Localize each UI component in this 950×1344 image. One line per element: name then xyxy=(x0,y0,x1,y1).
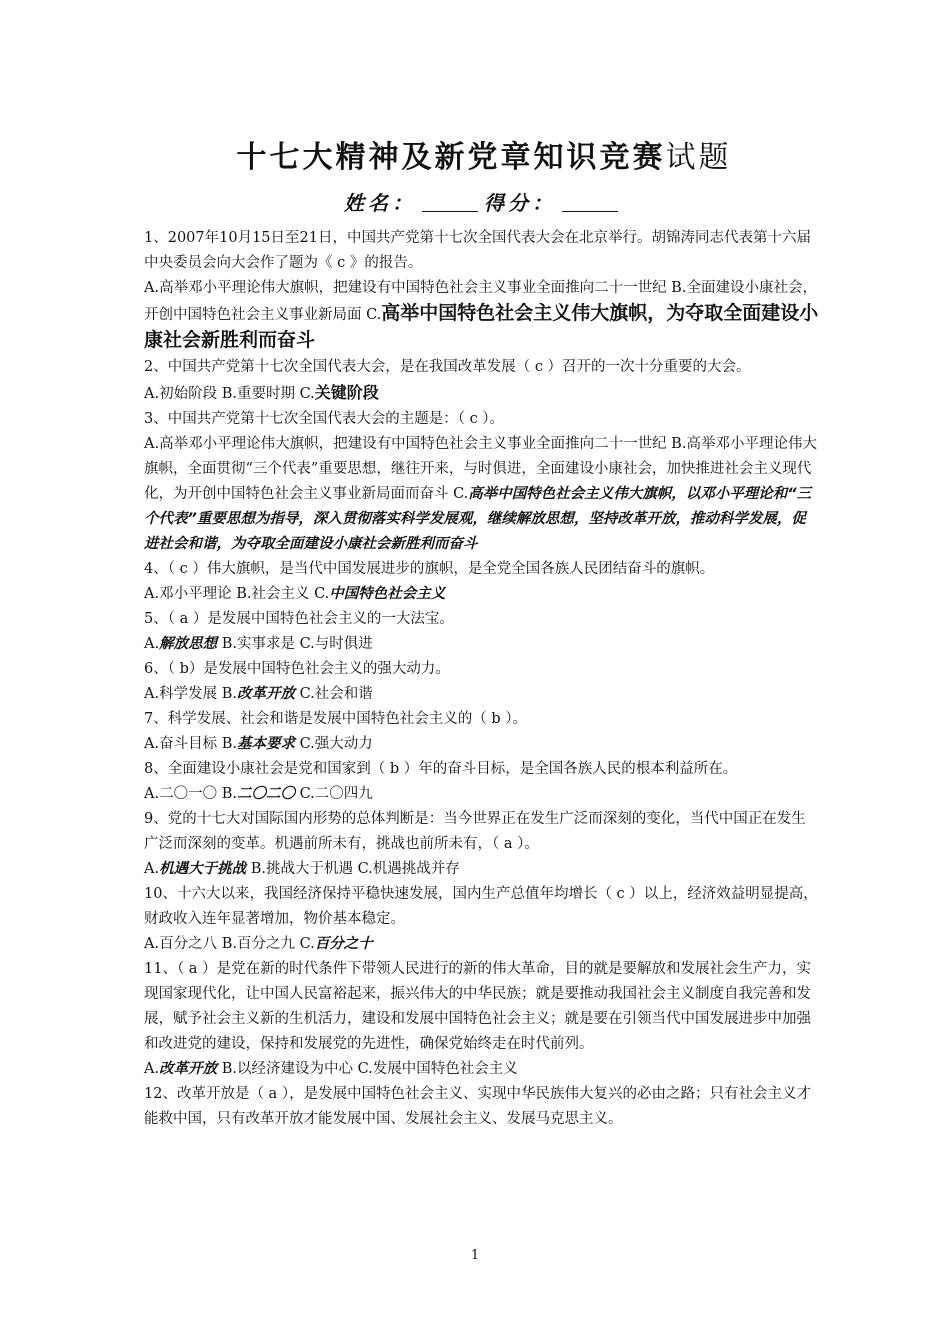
question-9-answer: 机遇大于挑战 xyxy=(159,861,247,877)
question-10-stem: 10、十六大以来，我国经济保持平稳快速发展，国内生产总值年均增长（ c ）以上，经济效益明显提高，财政收入连年显著增加，物价基本稳定。 xyxy=(144,886,818,927)
question-5-answer: 解放思想 xyxy=(159,636,218,652)
question-5-choices: B.实事求是 C.与时俱进 xyxy=(217,636,373,652)
question-5-prefix: A. xyxy=(144,636,160,652)
question-6-stem: 6、（ b）是发展中国特色社会主义的强大动力。 xyxy=(144,661,450,677)
question-8-choices: A.二〇一〇 B. xyxy=(144,786,237,802)
question-7-options xyxy=(144,732,820,757)
question-2-stem: 2、中国共产党第十七次全国代表大会，是在我国改革发展（ c ）召开的一次十分重要的大会。 xyxy=(144,359,751,375)
question-8-rest: C.二〇四九 xyxy=(294,786,373,802)
question-1-choices: A.高举邓小平理论伟大旗帜，把建设有中国特色社会主义事业全面推向二十一世纪 B.全面建设小康社会，开创中国特色社会主义事业新局面 C. xyxy=(144,280,817,323)
question-9-options xyxy=(144,857,820,882)
question-5-stem: 5、（ a ）是发展中国特色社会主义的一大法宝。 xyxy=(144,611,454,627)
question-6-options xyxy=(144,682,820,707)
name-label: 姓名： xyxy=(344,191,416,215)
score-label: 得分： xyxy=(484,191,556,215)
title-main: 十七大精神及新党章知识竞赛 xyxy=(236,140,666,175)
question-9-prefix: A. xyxy=(144,861,160,877)
question-10-choices: A.百分之八 B.百分之九 C. xyxy=(144,936,315,952)
question-8-options xyxy=(144,782,820,807)
question-7-answer: 基本要求 xyxy=(236,736,295,752)
question-6-rest: C.社会和谐 xyxy=(294,686,373,702)
question-11-answer: 改革开放 xyxy=(159,1061,218,1077)
question-11-stem: 11、（ a ）是党在新的时代条件下带领人民进行的新的伟大革命，目的就是要解放和发展社会生产力，实现国家现代化，让中国人民富裕起来，振兴伟大的中华民族；就是要推动我国社会主义制度自我完善和发展，赋予社会主义新的生机活力，建设和发展中国特色社会主义；就是要在引领当代中国发展进步中加强和改进党的建设，保持和发展党的先进性，确保党始终走在时代前列。 xyxy=(144,961,812,1052)
question-7-choices: A.奋斗目标 B. xyxy=(144,736,237,752)
question-8-stem: 8、全面建设小康社会是党和国家到（ b ）年的奋斗目标，是全国各族人民的根本利益所在。 xyxy=(144,761,738,777)
question-9-stem: 9、党的十七大对国际国内形势的总体判断是：当今世界正在发生广泛而深刻的变化，当代中国正在发生广泛而深刻的变革。机遇前所未有，挑战也前所未有，（ a ）。 xyxy=(144,811,806,852)
score-blank[interactable] xyxy=(562,193,618,212)
question-1-stem: 1、2007年10月15日至21日，中国共产党第十七次全国代表大会在北京举行。胡锦涛同志代表第十六届中央委员会向大会作了题为《 c 》的报告。 xyxy=(144,230,811,271)
question-3-answer: 高举中国特色社会主义伟大旗帜，以邓小平理论和“三个代表”重要思想为指导，深入贯彻落实科学发展观，继续解放思想，坚持改革开放，推动科学发展，促进社会和谐，为夺取全面建设小康社会新胜利而奋斗 xyxy=(144,486,812,552)
question-list xyxy=(144,226,820,1132)
question-11-prefix: A. xyxy=(144,1061,160,1077)
question-2-answer: 关键阶段 xyxy=(314,383,379,402)
question-3-choices: A.高举邓小平理论伟大旗帜，把建设有中国特色社会主义事业全面推向二十一世纪 B.高举邓小平理论伟大旗帜，全面贯彻“三个代表”重要思想，继往开来，与时俱进，全面建设小康社会，加快推进社会主义现代化，为开创中国特色社会主义事业新局面而奋斗 C. xyxy=(144,436,817,502)
question-12-stem: 12、改革开放是（ a ），是发展中国特色社会主义、实现中华民族伟大复兴的必由之路；只有社会主义才能救中国，只有改革开放才能发展中国、发展社会主义、发展马克思主义。 xyxy=(144,1086,812,1127)
question-6-answer: 改革开放 xyxy=(236,686,295,702)
page-number: 1 xyxy=(470,1248,480,1263)
question-3-options xyxy=(144,432,820,557)
question-1-answer: 高举中国特色社会主义伟大旗帜，为夺取全面建设小康社会新胜利而奋斗 xyxy=(144,302,819,351)
question-11-options xyxy=(144,1057,820,1082)
name-score-line xyxy=(144,187,824,216)
question-6-choices: A.科学发展 B. xyxy=(144,686,237,702)
question-8-answer: 二〇二〇 xyxy=(236,786,295,802)
question-10-options xyxy=(144,932,820,957)
question-7-rest: C.强大动力 xyxy=(294,736,373,752)
question-4-answer: 中国特色社会主义 xyxy=(329,586,446,602)
question-4-choices: A.邓小平理论 B.社会主义 C. xyxy=(144,586,330,602)
question-7-stem: 7、科学发展、社会和谐是发展中国特色社会主义的（ b ）。 xyxy=(144,711,527,727)
question-9-choices: B.挑战大于机遇 C.机遇挑战并存 xyxy=(246,861,460,877)
question-2-choices: A.初始阶段 B.重要时期 C. xyxy=(144,386,315,402)
question-1-options xyxy=(144,276,820,355)
title-tail: 试题 xyxy=(665,140,732,175)
question-4-options xyxy=(144,582,820,607)
question-4-stem: 4、（ c ）伟大旗帜，是当代中国发展进步的旗帜，是全党全国各族人民团结奋斗的旗帜。 xyxy=(144,561,715,577)
question-10-answer: 百分之十 xyxy=(314,936,373,952)
question-2-options xyxy=(144,380,820,407)
name-blank[interactable] xyxy=(422,193,478,212)
question-3-stem: 3、中国共产党第十七次全国代表大会的主题是：（ c ）。 xyxy=(144,411,505,427)
question-5-options xyxy=(144,632,820,657)
document-title xyxy=(144,132,824,176)
question-11-choices: B.以经济建设为中心 C.发展中国特色社会主义 xyxy=(217,1061,518,1077)
